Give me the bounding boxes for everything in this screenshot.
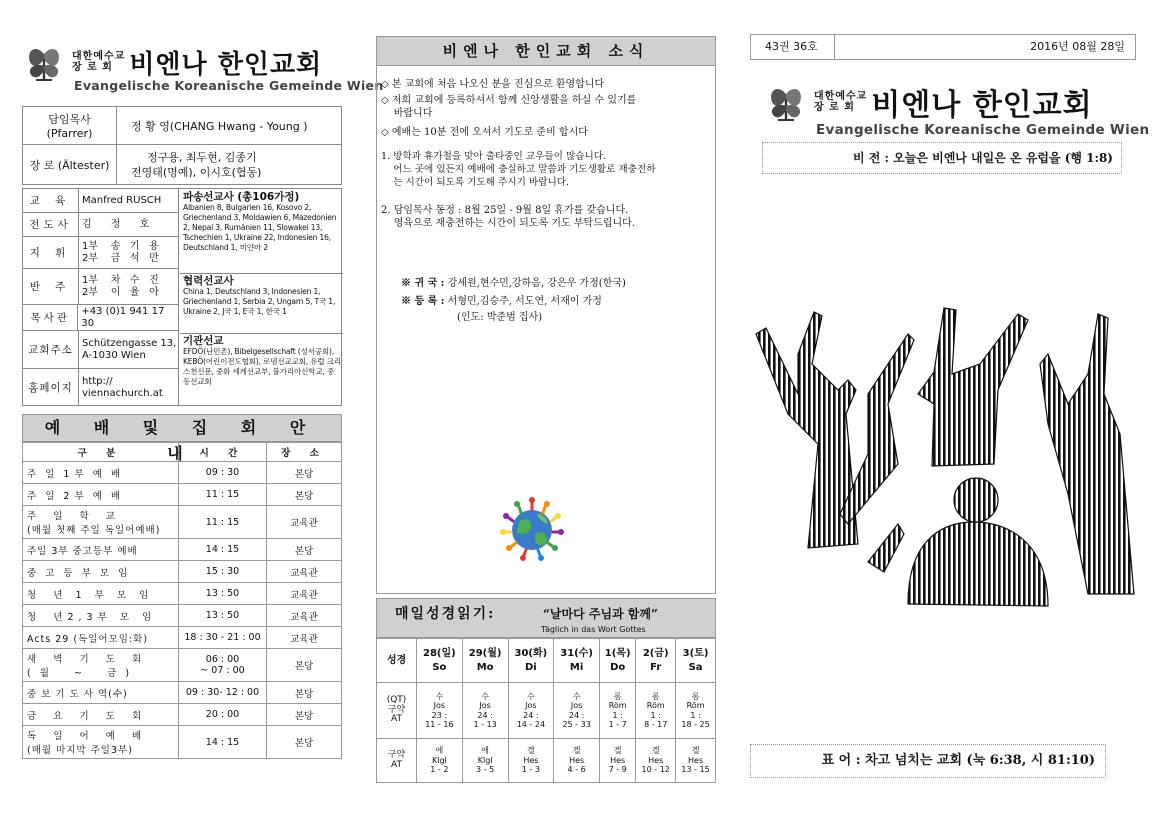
institutions-block — [183, 336, 341, 387]
coop-missionaries-title: 협력선교사 — [183, 275, 234, 287]
worship-name: 주일 3부 중고등부 예배 — [23, 539, 179, 561]
staff-value: 김 정 호 — [82, 218, 150, 230]
bible-qt-cell: 롬 Röm 1 : 8 - 17 — [636, 683, 676, 739]
homepage-link[interactable]: http:// viennachurch.at — [82, 375, 163, 399]
issue-date: 2016년 08월 28일 — [1030, 40, 1125, 53]
bible-day-de: Fr — [650, 661, 662, 673]
worship-time: 15 : 30 — [179, 561, 267, 583]
worship-title: 예 배 및 집 회 안 내 — [22, 414, 342, 442]
right-column — [748, 0, 1150, 820]
worship-time: 09 : 30 — [179, 462, 267, 484]
left-column — [18, 0, 384, 820]
pastor-value: 정 황 영(CHANG Hwang - Young ) — [117, 107, 342, 145]
elders-line2: 전영태(명예), 이시호(협동) — [131, 165, 262, 179]
news-item: 2. 담임목사 동정 : 8월 25일 - 9월 8일 휴가를 갖습니다. 영육으로 재충전하는 시간이 되도록 기도 부탁드립니다. — [381, 205, 635, 229]
staff-box — [22, 188, 342, 406]
staff-key: 교 육 — [23, 189, 79, 212]
praising-people-woodcut-icon — [748, 294, 1146, 616]
elders-row — [23, 145, 342, 185]
worship-time: 13 : 50 — [179, 583, 267, 605]
staff-value: 1부 송 기 용 2부 금 석 만 — [82, 240, 159, 264]
bible-qt-label: (QT) 구약 AT — [377, 683, 417, 739]
bible-reading-title: 매일성경읽기: — [395, 606, 496, 622]
return-notice — [401, 276, 701, 292]
worship-time: 14 : 15 — [179, 726, 267, 759]
register-note: (인도: 박준범 집사) — [457, 312, 543, 323]
bible-day-date: 2(금) — [642, 647, 669, 659]
staff-key: 전도사 — [23, 213, 79, 236]
bible-at-cell: 겔 Hes 13 - 15 — [676, 739, 716, 783]
worship-place: 본당 — [267, 484, 342, 506]
staff-key: 지 휘 — [23, 237, 79, 268]
missionaries-text: Albanien 8, Bulgarien 16, Kosovo 2, Griechenland 3, Moldawien 6, Mazedonien 2, Nepal 3, Rumänien 11, Slowakei 13, Tschechien 1, Ukraine 22, Indonesien 16, Deutschland 1, 미얀마 2 — [183, 203, 337, 252]
bible-reading-subtitle: “날마다 주님과 함께” — [543, 607, 658, 621]
bible-day-date: 1(목) — [604, 647, 631, 659]
news-item: 1. 방학과 휴가철을 맞아 출타중인 교우들이 많습니다. 어느 곳에 있든지 예배에 충실하고 말씀과 기도생활로 재충전하 는 시간이 되도록 기도해 주시기 바랍니다. — [381, 151, 656, 188]
staff-row — [23, 213, 179, 237]
bible-qt-row — [377, 683, 716, 739]
worship-place: 본당 — [267, 649, 342, 682]
bible-at-cell: 겔 Hes 7 - 9 — [600, 739, 636, 783]
worship-header-row — [23, 443, 342, 462]
bible-qt-cell: 수 Jos 24 : 25 - 33 — [554, 683, 600, 739]
issue-bar — [750, 34, 1136, 60]
register-value: 서형민,김승주, 서도연, 서재이 가정 — [447, 296, 602, 307]
worship-place: 교육관 — [267, 506, 342, 539]
logo-german-name: Evangelische Koreanische Gemeinde Wien — [816, 122, 1150, 138]
bible-at-cell: 겔 Hes 10 - 12 — [636, 739, 676, 783]
bible-at-cell: 겔 Hes 1 - 3 — [508, 739, 554, 783]
worship-row — [23, 704, 342, 726]
parsonage-phone: +43 (0)1 941 17 30 — [81, 305, 165, 329]
bible-day-date: 29(월) — [468, 647, 502, 659]
bible-reading-subtitle-de: Täglich in das Wort Gottes — [541, 625, 646, 634]
church-logo-main — [764, 80, 1150, 138]
news-bullet: ◇ 저희 교회에 등록하셔서 함께 신앙생활을 하실 수 있기를 바랍니다 — [381, 95, 637, 119]
staff-row — [23, 331, 179, 369]
worship-row — [23, 506, 342, 539]
coop-missionaries-block — [183, 276, 341, 317]
worship-time: 09 : 30- 12 : 00 — [179, 682, 267, 704]
church-emblem-icon — [764, 80, 808, 124]
worship-place: 본당 — [267, 462, 342, 484]
worship-row — [23, 462, 342, 484]
worship-time: 11 : 15 — [179, 484, 267, 506]
worship-name: 청 년 1 부 모 임 — [23, 583, 179, 605]
worship-name: 독 일 어 예 배 (매월 마지막 주일3부) — [23, 726, 179, 759]
bible-day-de: So — [432, 661, 447, 673]
news-title: 비엔나 한인교회 소식 — [376, 36, 716, 66]
worship-row — [23, 682, 342, 704]
worship-row — [23, 484, 342, 506]
elders-label: 장 로 (Ältester) — [23, 145, 117, 185]
bible-at-cell: 에 Klgl 3 - 5 — [462, 739, 508, 783]
bible-day-cell — [417, 639, 463, 683]
worship-row — [23, 726, 342, 759]
missionaries-block — [183, 192, 341, 253]
bible-at-label: 구약 AT — [377, 739, 417, 783]
staff-key: 반 주 — [23, 269, 79, 304]
pastor-row — [23, 107, 342, 145]
worship-header: 시 간 — [179, 443, 267, 462]
register-notice — [401, 294, 701, 310]
worship-name: 금 요 기 도 회 — [23, 704, 179, 726]
worship-table — [22, 442, 342, 759]
staff-row — [23, 305, 179, 331]
worship-time: 18 : 30 - 21 : 00 — [179, 627, 267, 649]
worship-time: 11 : 15 — [179, 506, 267, 539]
worship-place: 교육관 — [267, 605, 342, 627]
staff-key: 교회주소 — [23, 331, 79, 368]
bible-day-row — [377, 639, 716, 683]
staff-row — [23, 237, 179, 269]
worship-name: 중 보 기 도 사 역(수) — [23, 682, 179, 704]
return-label: ※ 귀 국 : — [401, 278, 445, 289]
motto-statement: 표 어 : 차고 넘치는 교회 (눅 6:38, 시 81:10) — [750, 744, 1106, 778]
logo-church-name: 비엔나 한인교회 — [129, 49, 323, 80]
pastor-label: 담임목사(Pfarrer) — [23, 107, 117, 145]
news-bullet: ◇ 예배는 10분 전에 오셔서 기도로 준비 합시다 — [381, 127, 588, 138]
bible-at-cell: 에 Klgl 1 - 2 — [417, 739, 463, 783]
worship-place: 본당 — [267, 704, 342, 726]
worship-row — [23, 627, 342, 649]
bible-day-date: 3(토) — [682, 647, 709, 659]
bible-qt-cell: 수 Jos 24 : 1 - 13 — [462, 683, 508, 739]
bible-day-cell — [554, 639, 600, 683]
bible-row-label: 성경 — [377, 639, 417, 683]
globe-people-icon — [495, 490, 569, 564]
institutions-title: 기관선교 — [183, 335, 224, 347]
logo-small-line1: 대한예수교 — [72, 51, 126, 62]
worship-time: 13 : 50 — [179, 605, 267, 627]
bible-day-cell — [462, 639, 508, 683]
worship-place: 교육관 — [267, 583, 342, 605]
staff-row — [23, 269, 179, 305]
worship-time: 14 : 15 — [179, 539, 267, 561]
worship-header: 구 분 — [23, 443, 179, 462]
bible-day-cell — [508, 639, 554, 683]
bible-day-de: Sa — [688, 661, 703, 673]
vision-statement: 비 전 : 오늘은 비엔나 내일은 온 유럽을 (행 1:8) — [762, 142, 1122, 174]
staff-value: Manfred RUSCH — [82, 194, 162, 206]
church-emblem-icon — [22, 40, 66, 84]
bible-day-date: 30(화) — [514, 647, 548, 659]
elders-line1: 정구용, 최두현, 김종기 — [147, 150, 257, 164]
worship-row — [23, 649, 342, 682]
worship-place: 교육관 — [267, 561, 342, 583]
worship-place: 본당 — [267, 539, 342, 561]
logo-small-line1: 대한예수교 — [814, 91, 868, 102]
bible-qt-cell: 롬 Röm 1 : 1 - 7 — [600, 683, 636, 739]
bible-at-cell: 겔 Hes 4 - 6 — [554, 739, 600, 783]
worship-place: 본당 — [267, 726, 342, 759]
bible-reading-header — [376, 598, 716, 638]
news-box — [376, 66, 716, 594]
bible-reading-table — [376, 638, 716, 783]
register-label: ※ 등 록 : — [401, 296, 445, 307]
bible-day-cell — [676, 639, 716, 683]
pastor-table — [22, 106, 342, 185]
issue-volume: 43권 36호 — [751, 35, 835, 59]
staff-value: 1부 차 수 진 2부 이 율 아 — [82, 274, 159, 298]
coop-missionaries-text: China 1, Deutschland 3, Indonesien 1, Griechenland 1, Serbia 2, Ungarn 5, T국 1, Ukraine 2, J국 1, E국 1, 한국 1 — [183, 287, 336, 316]
institutions-text: EFDÖ(난민촌), Bibelgesellschaft (성서공회), KEBÖ(어린이전도협회), 로뎀선교교회, 유럽 크리스천신문, 중화 세계선교부, 불가리아신학교, 중동선교회 — [183, 347, 341, 386]
staff-row — [23, 189, 179, 213]
worship-row — [23, 605, 342, 627]
worship-name: 주 일 학 교 (매월 첫째 주일 독일어예배) — [23, 506, 179, 539]
return-value: 강세원,현수민,강하음, 강은우 가정(한국) — [447, 278, 626, 289]
worship-header: 장 소 — [267, 443, 342, 462]
bible-day-de: Mo — [476, 661, 494, 673]
logo-german-name: Evangelische Koreanische Gemeinde Wien — [74, 78, 384, 93]
worship-row — [23, 561, 342, 583]
bible-day-de: Do — [610, 661, 626, 673]
bible-day-de: Di — [525, 661, 537, 673]
bible-qt-cell: 롬 Röm 1 : 18 - 25 — [676, 683, 716, 739]
news-bullet: ◇ 본 교회에 처음 나오신 분을 진심으로 환영합니다 — [381, 79, 605, 90]
bible-day-date: 31(수) — [560, 647, 593, 659]
church-address: Schützengasse 13, A-1030 Wien — [82, 337, 177, 361]
missionaries-title: 파송선교사 (총106가정) — [183, 191, 300, 203]
worship-place: 본당 — [267, 682, 342, 704]
worship-time: 20 : 00 — [179, 704, 267, 726]
bible-day-date: 28(일) — [423, 647, 456, 659]
worship-name: 새 벽 기 도 회 ( 월 ~ 금 ) — [23, 649, 179, 682]
worship-time: 06 : 00 ~ 07 : 00 — [179, 649, 267, 682]
staff-key: 홈페이지 — [23, 369, 79, 406]
bible-qt-cell: 수 Jos 23 : 11 - 16 — [417, 683, 463, 739]
middle-column — [376, 0, 716, 820]
logo-small-line2: 장 로 회 — [72, 62, 113, 73]
staff-row — [23, 369, 179, 406]
bible-qt-cell: 수 Jos 24 : 14 - 24 — [508, 683, 554, 739]
church-logo — [22, 40, 384, 93]
worship-name: 주 일 2 부 예 배 — [23, 484, 179, 506]
worship-name: 청 년 2 , 3 부 모 임 — [23, 605, 179, 627]
bible-day-de: Mi — [569, 661, 584, 673]
bible-day-cell — [636, 639, 676, 683]
worship-place: 교육관 — [267, 627, 342, 649]
worship-row — [23, 539, 342, 561]
logo-church-name: 비엔나 한인교회 — [871, 88, 1093, 123]
bible-at-row — [377, 739, 716, 783]
logo-small-line2: 장 로 회 — [814, 102, 855, 113]
staff-key: 목사관 — [23, 305, 78, 330]
bible-day-cell — [600, 639, 636, 683]
worship-name: 중 고 등 부 모 임 — [23, 561, 179, 583]
worship-name: 주 일 1 부 예 배 — [23, 462, 179, 484]
worship-name: Acts 29 (독일어모임:화) — [23, 627, 179, 649]
worship-row — [23, 583, 342, 605]
